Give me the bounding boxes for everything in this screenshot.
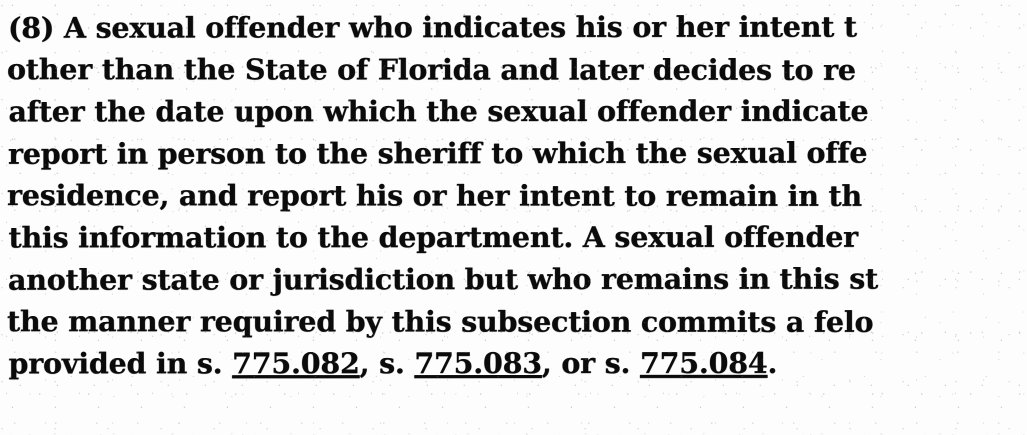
statute-citation-775-083: 775.083 [414, 345, 542, 381]
statute-line: after the date upon which the sexual offender indicate [8, 93, 869, 129]
statute-line: the manner required by this subsection commits a felo [6, 304, 874, 339]
statute-citation-775-082: 775.082 [232, 346, 360, 381]
statute-citation-775-084: 775.084 [639, 345, 768, 380]
statute-line: this information to the department. A sexual offender [8, 219, 858, 255]
statute-line: report in person to the sheriff to which the sexual offe [7, 135, 868, 171]
statute-line: another state or jurisdiction but who remains in this st [7, 261, 879, 297]
citation-separator: , s. [359, 346, 415, 381]
citation-separator: , or s. [541, 345, 640, 380]
statute-line-penalty-citations [8, 342, 1027, 385]
statute-line: other than the State of Florida and later decides to re [6, 52, 856, 87]
penalty-suffix-text: . [767, 345, 778, 380]
penalty-prefix-text: provided in s. [8, 346, 233, 381]
statute-line: residence, and report his or her intent to remain in th [6, 178, 862, 213]
statute-line: (8) A sexual offender who indicates his or her intent t [7, 9, 857, 45]
